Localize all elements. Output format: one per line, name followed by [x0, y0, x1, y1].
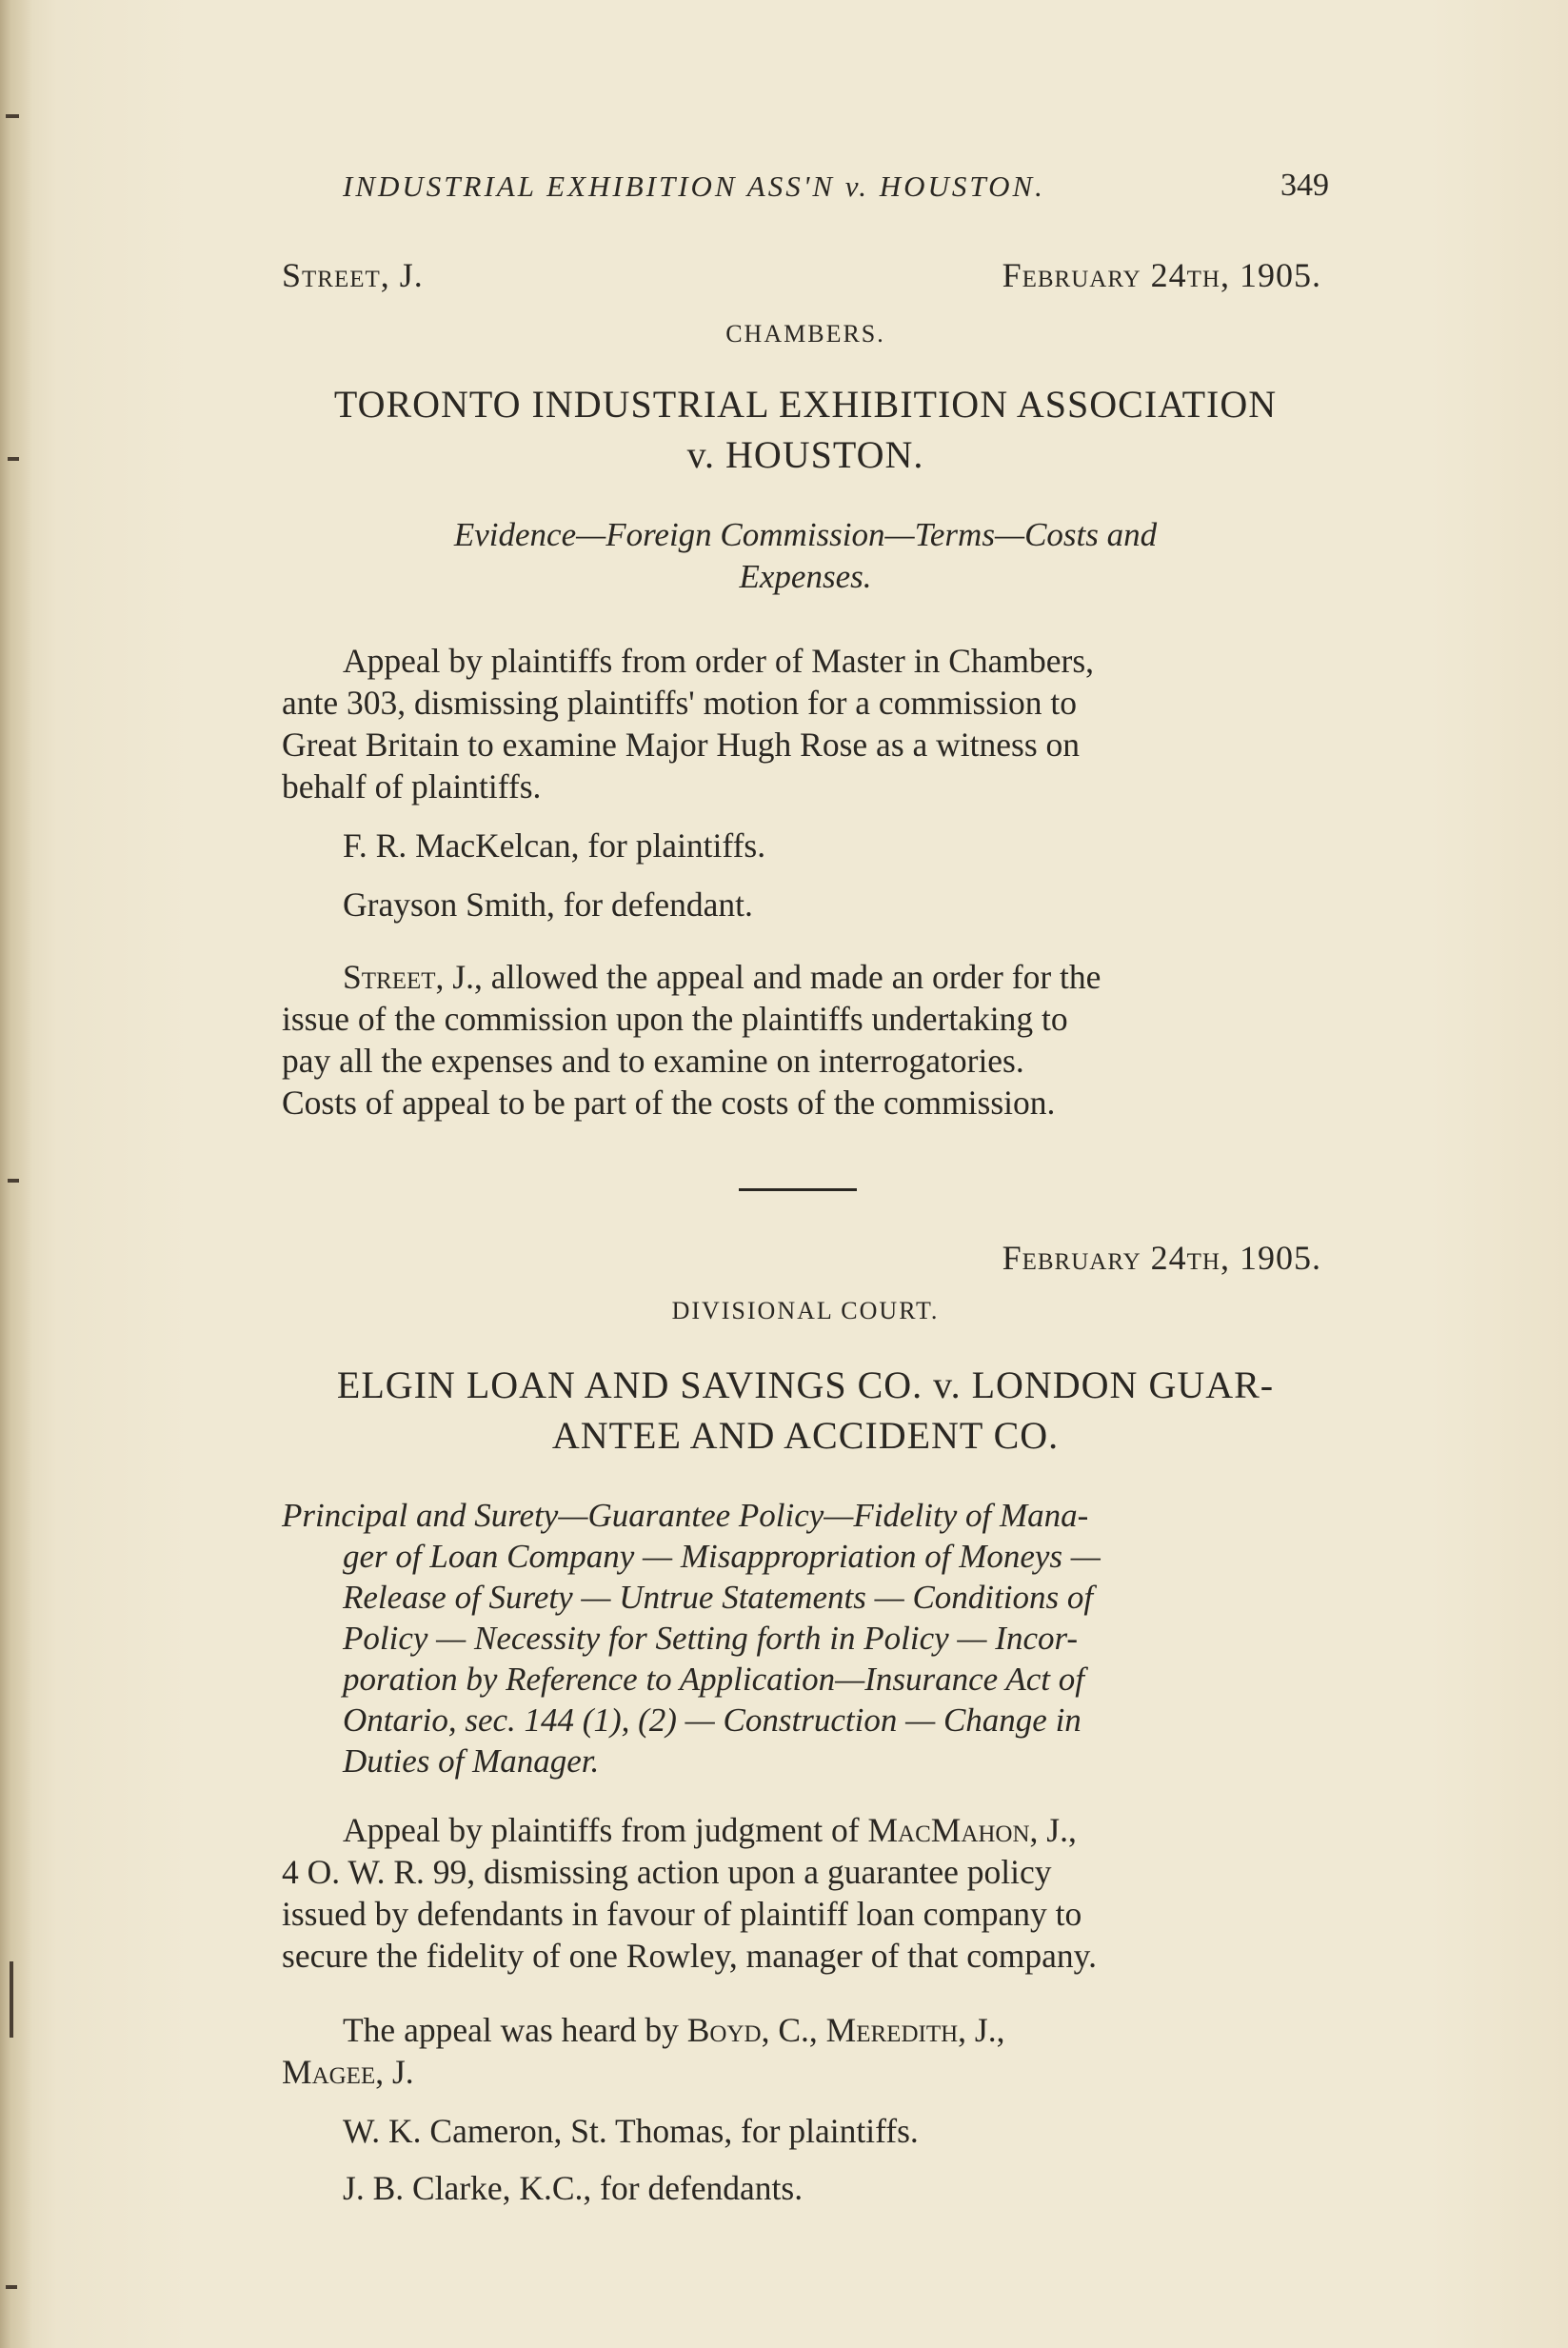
judge-name: MacMahon	[867, 1811, 1030, 1849]
page-edge-shadow	[0, 0, 32, 2348]
bench-text: , C.,	[761, 2011, 826, 2049]
bench-text: , J.,	[958, 2011, 1005, 2049]
running-head-title: INDUSTRIAL EXHIBITION ASS'N v. HOUSTON.	[343, 169, 1045, 203]
case1-judge: Street, J.	[282, 256, 424, 294]
case2-bench-line1	[282, 2009, 1329, 2051]
margin-mark	[10, 1961, 13, 2038]
bench-text: The appeal was heard by	[343, 2011, 687, 2049]
judge-name: Magee	[282, 2053, 376, 2091]
case1-date: February 24th, 1905.	[1002, 256, 1321, 294]
case2-title-line1: ELGIN LOAN AND SAVINGS CO. v. LONDON GUAR-	[336, 1363, 1275, 1406]
judge-name: Boyd	[686, 2011, 762, 2049]
case1-title-line2: v. HOUSTON.	[686, 433, 924, 476]
case1-title-line1: TORONTO INDUSTRIAL EXHIBITION ASSOCIATION	[333, 383, 1278, 426]
case2-headnote-line2: ger of Loan Company — Misappropriation of Moneys —	[343, 1538, 1101, 1575]
body-text: , J.,	[1029, 1811, 1077, 1849]
case1-headnote-line2: Expenses.	[739, 558, 872, 595]
case2-headnote-line7: Duties of Manager.	[343, 1742, 600, 1780]
case1-judgment-line1	[282, 956, 1329, 998]
running-head	[282, 169, 1329, 217]
case1-body-line2: ante 303, dismissing plaintiffs' motion for a commission to	[282, 684, 1078, 722]
case2-headnote-line1: Principal and Surety—Guarantee Policy—Fidelity of Mana-	[282, 1497, 1089, 1534]
case2-headnote-line3: Release of Surety — Untrue Statements — Conditions of	[343, 1579, 1094, 1616]
bench-text: , J.	[375, 2053, 414, 2091]
margin-mark	[8, 1179, 19, 1183]
case2-headnote-line6: Ontario, sec. 144 (1), (2) — Construction — Change in	[343, 1701, 1082, 1739]
case2-counsel-plaintiffs: W. K. Cameron, St. Thomas, for plaintiffs.	[343, 2112, 919, 2150]
case1-judgment-line2: issue of the commission upon the plaintiffs undertaking to	[282, 1000, 1068, 1038]
case2-date: February 24th, 1905.	[1002, 1239, 1321, 1277]
case2-body-line4: secure the fidelity of one Rowley, manager of that company.	[282, 1937, 1097, 1975]
case2-title-line2: ANTEE AND ACCIDENT CO.	[551, 1414, 1060, 1457]
margin-mark	[6, 2285, 17, 2289]
judge-name: Street	[343, 958, 436, 996]
case2-headnote-line4: Policy — Necessity for Setting forth in Policy — Incor-	[343, 1620, 1079, 1657]
case1-body-line4: behalf of plaintiffs.	[282, 767, 542, 806]
case1-counsel-defendant: Grayson Smith, for defendant.	[343, 885, 753, 924]
body-text: Appeal by plaintiffs from judgment of	[343, 1811, 868, 1849]
margin-mark	[6, 114, 19, 118]
page-number: 349	[1280, 168, 1329, 203]
case2-bench-line2	[282, 2051, 1329, 2093]
text-column	[282, 0, 1329, 2348]
case2-body-line2: 4 O. W. R. 99, dismissing action upon a guarantee policy	[282, 1853, 1052, 1891]
case2-counsel-defendants: J. B. Clarke, K.C., for defendants.	[343, 2169, 804, 2207]
case1-judgment-line3: pay all the expenses and to examine on interrogatories.	[282, 1042, 1024, 1080]
case1-counsel-plaintiffs: F. R. MacKelcan, for plaintiffs.	[343, 826, 766, 865]
case1-headnote-line1: Evidence—Foreign Commission—Terms—Costs and	[453, 516, 1158, 553]
case2-body-line1	[282, 1809, 1329, 1851]
case2-court: DIVISIONAL COURT.	[671, 1297, 940, 1324]
case1-court: CHAMBERS.	[725, 320, 885, 348]
case1-body-line1: Appeal by plaintiffs from order of Master in Chambers,	[343, 642, 1095, 680]
case1-judgment-line4: Costs of appeal to be part of the costs of the commission.	[282, 1084, 1056, 1122]
case2-body-line3: issued by defendants in favour of plaintiff loan company to	[282, 1895, 1082, 1933]
judge-name: Meredith	[825, 2011, 959, 2049]
case1-body-line3: Great Britain to examine Major Hugh Rose as a witness on	[282, 726, 1081, 764]
judgment-text: , J., allowed the appeal and made an order for the	[435, 958, 1102, 996]
case2-headnote-line5: poration by Reference to Application—Insurance Act of	[343, 1661, 1084, 1698]
margin-mark	[8, 457, 19, 461]
section-divider	[739, 1188, 857, 1191]
